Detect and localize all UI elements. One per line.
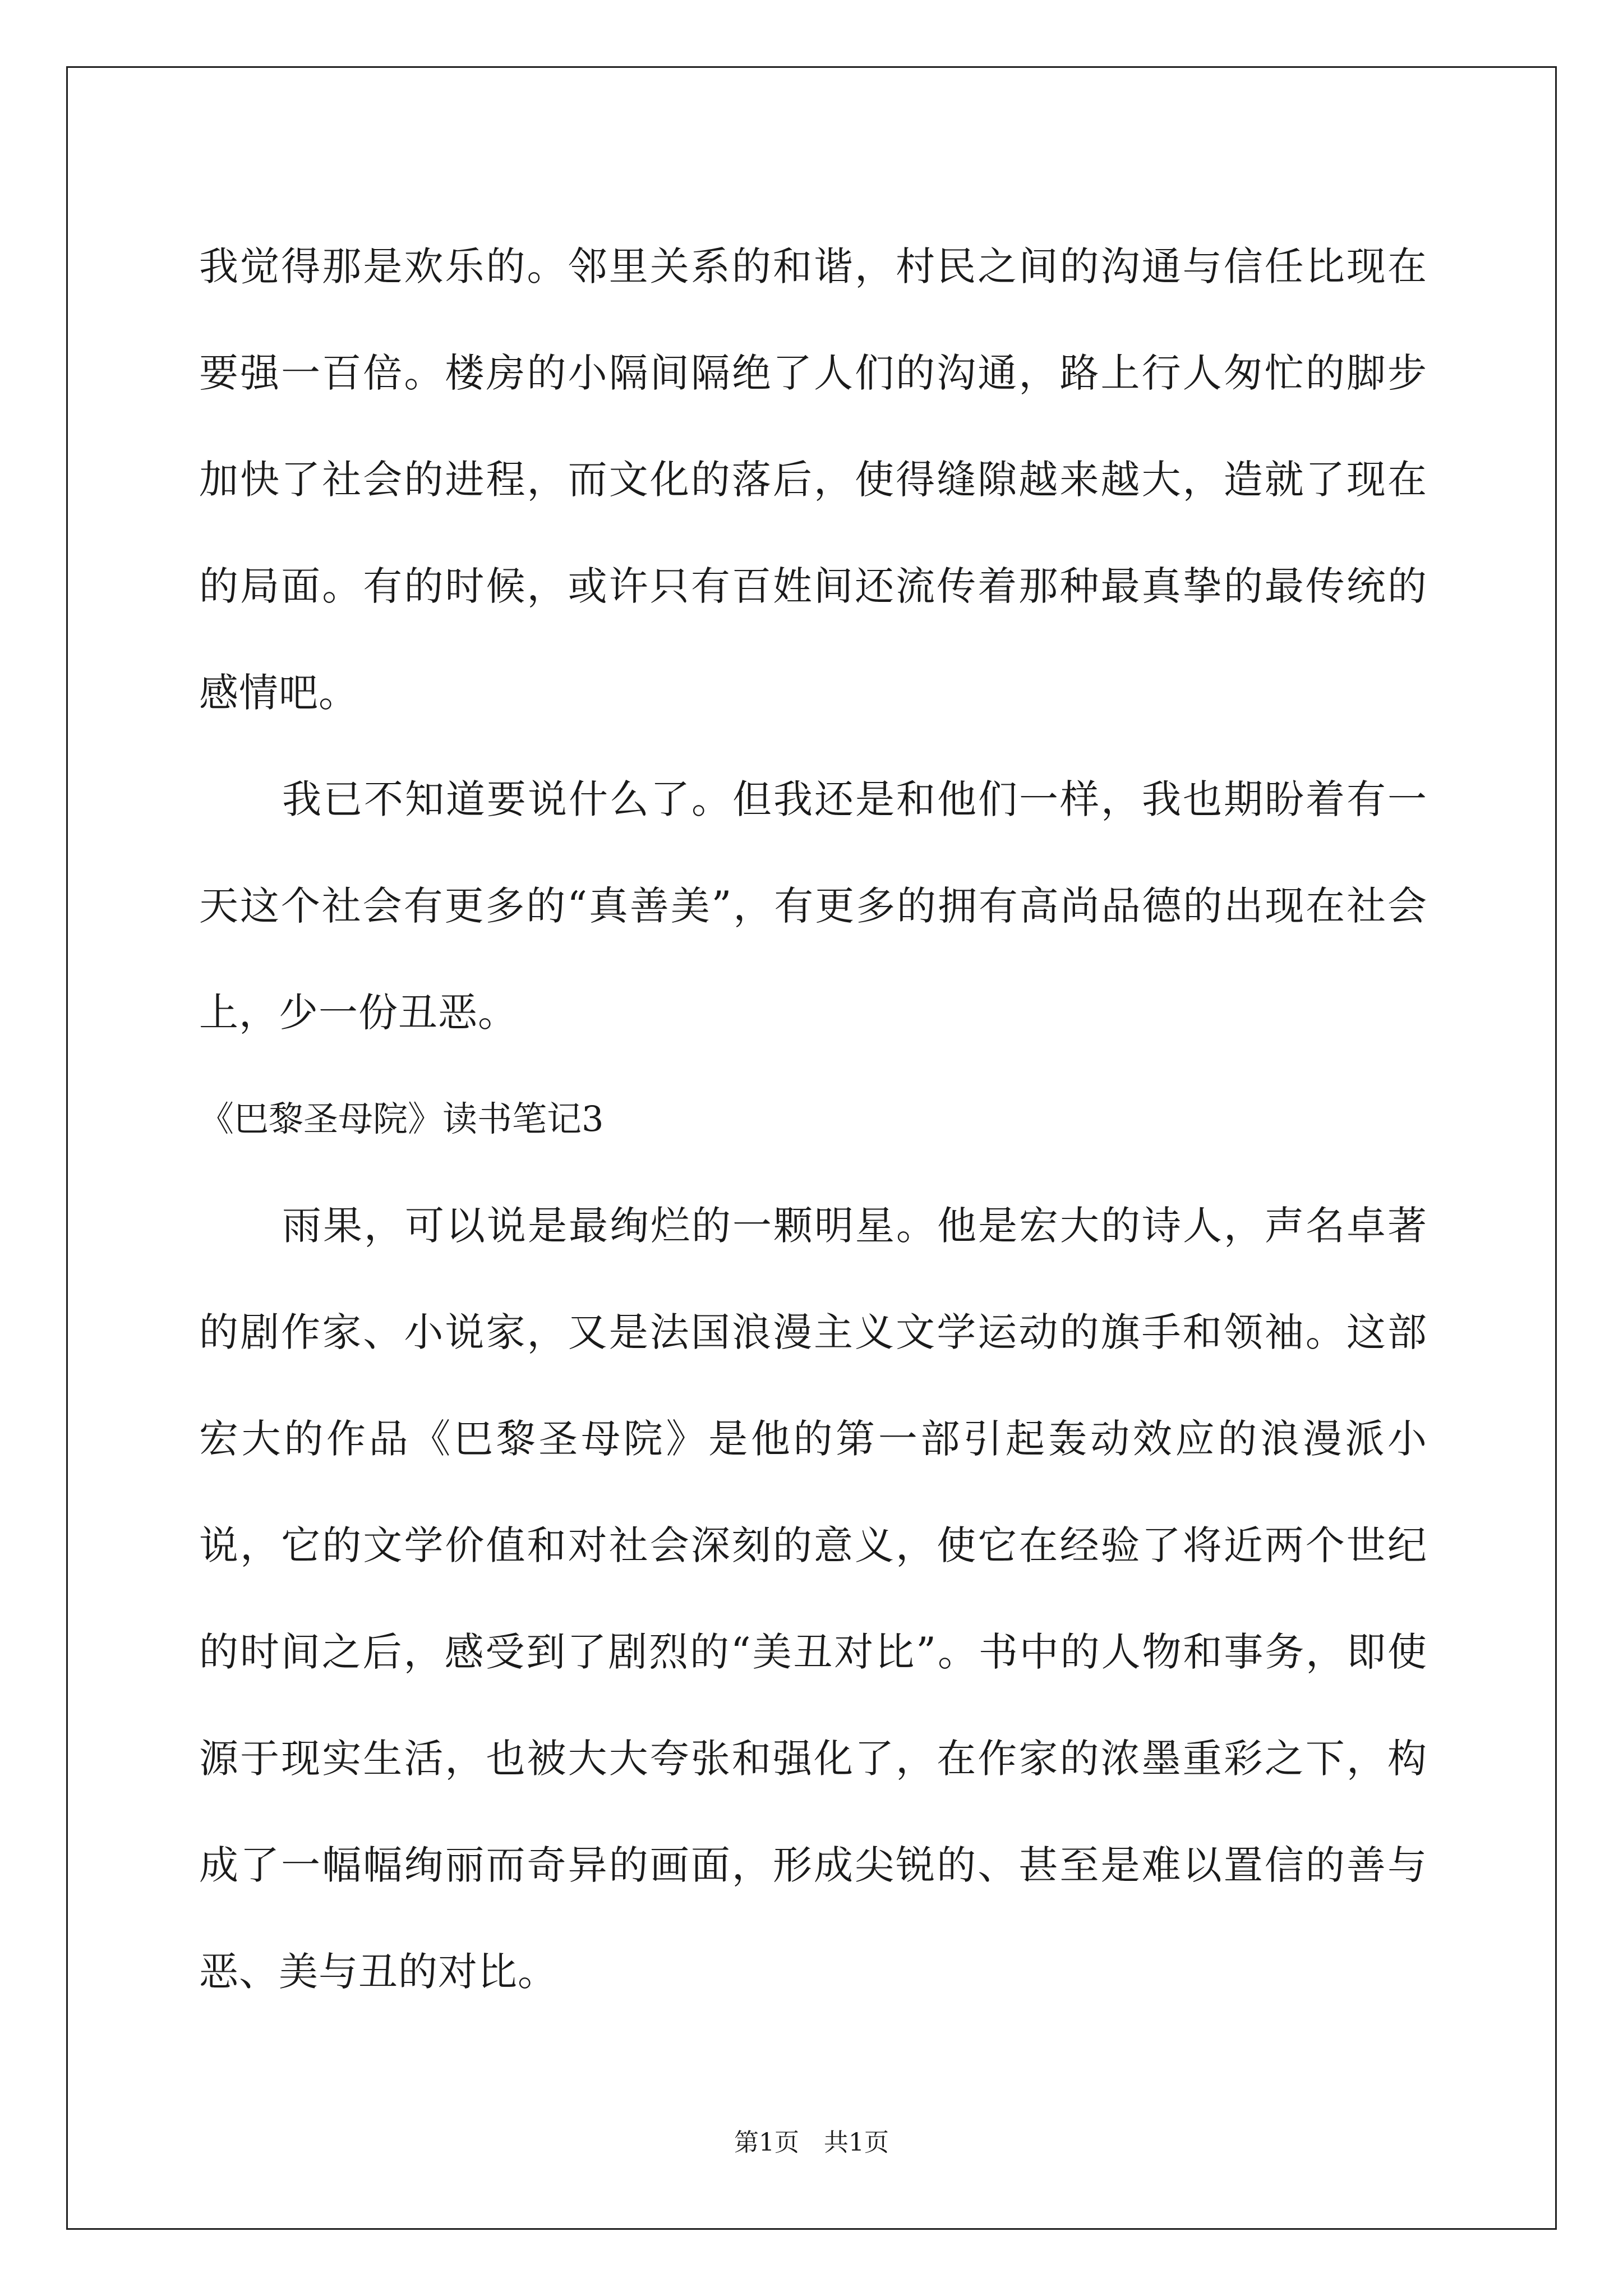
- paragraph-1: 我觉得那是欢乐的。邻里关系的和谐，村民之间的沟通与信任比现在要强一百倍。楼房的小隔间隔绝了人们的沟通，路上行人匆忙的脚步加快了社会的进程，而文化的落后，使得缝隙越来越大，造就了现在的局面。有的时候，或许只有百姓间还流传着那种最真挚的最传统的感情吧。: [199, 243, 1427, 716]
- section-heading: 《巴黎圣母院》读书笔记3: [199, 1098, 604, 1139]
- paragraph-2: 我已不知道要说什么了。但我还是和他们一样，我也期盼着有一天这个社会有更多的“真善美”，有更多的拥有高尚品德的出现在社会上，少一份丑恶。: [199, 776, 1427, 1036]
- paragraph-3: 雨果，可以说是最绚烂的一颗明星。他是宏大的诗人，声名卓著的剧作家、小说家，又是法国浪漫主义文学运动的旗手和领袖。这部宏大的作品《巴黎圣母院》是他的第一部引起轰动效应的浪漫派小说，它的文学价值和对社会深刻的意义，使它在经验了将近两个世纪的时间之后，感受到了剧烈的“美丑对比”。书中的人物和事务，即使源于现实生活，也被大大夸张和强化了，在作家的浓墨重彩之下，构成了一幅幅绚丽而奇异的画面，形成尖锐的、甚至是难以置信的善与恶、美与丑的对比。: [199, 1203, 1427, 1995]
- document-body: [199, 213, 1427, 2025]
- page-footer: 第1页 共1页: [734, 2128, 889, 2157]
